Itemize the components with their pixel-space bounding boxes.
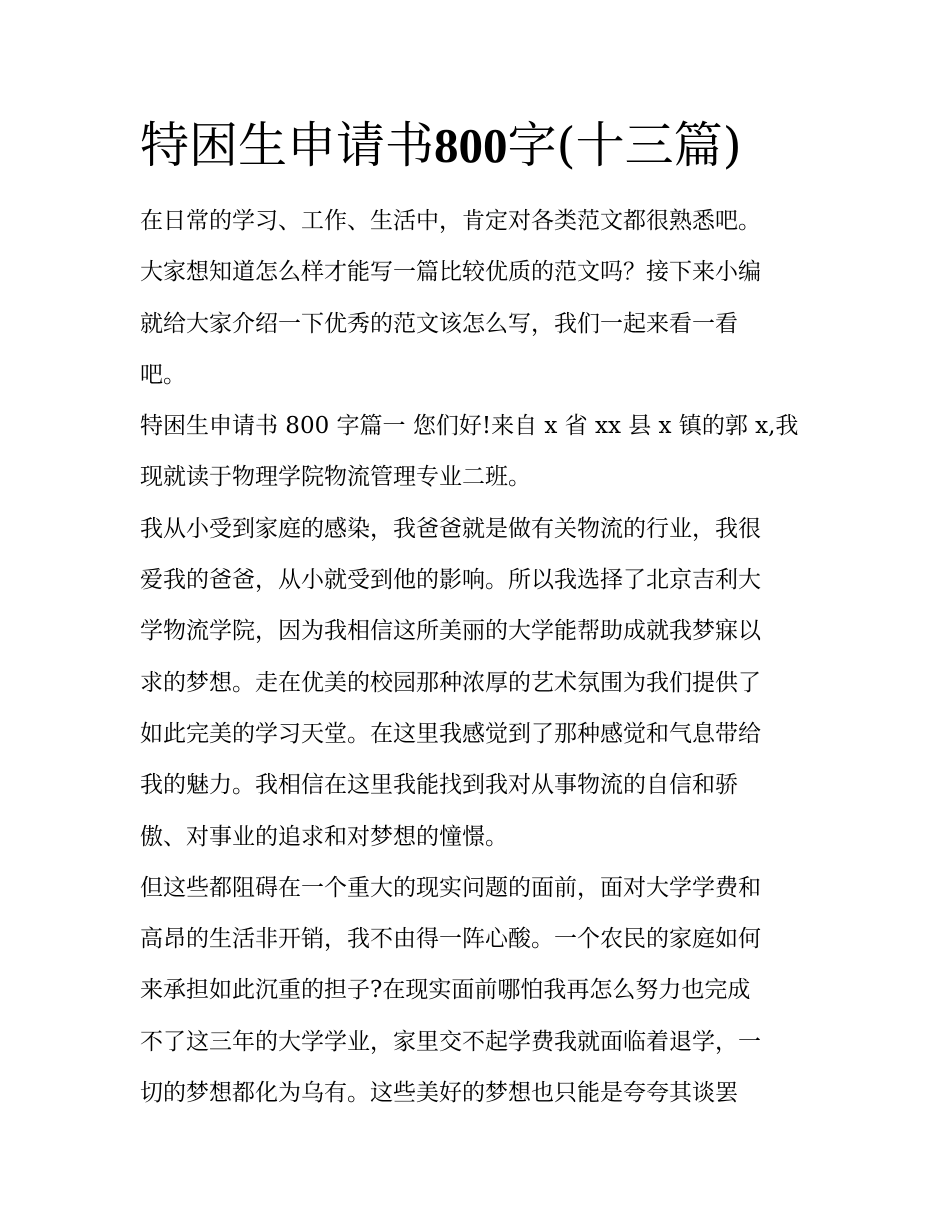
text-line: 傲、对事业的追求和对梦想的憧憬。 [140, 823, 508, 850]
text-line: 大家想知道怎么样才能写一篇比较优质的范文吗？接下来小编 [140, 259, 761, 286]
text-line: 求的梦想。走在优美的校园那种浓厚的艺术氛围为我们提供了 [140, 669, 761, 696]
text-line: 来承担如此沉重的担子?在现实面前哪怕我再怎么努力也完成 [140, 977, 751, 1004]
text-line: 切的梦想都化为乌有。这些美好的梦想也只能是夸夸其谈罢 [140, 1080, 738, 1107]
title-prefix: 特困生申请书 [140, 117, 435, 174]
text-line: 现就读于物理学院物流管理专业二班。 [140, 464, 531, 491]
text-line: 就给大家介绍一下优秀的范文该怎么写，我们一起来看一看 [140, 310, 738, 337]
text-line: 不了这三年的大学学业，家里交不起学费我就面临着退学，一 [140, 1028, 761, 1055]
text-line: 特困生申请书 800 字篇一 您们好!来自 x 省 xx 县 x 镇的郭 x,我 [140, 413, 799, 440]
text-line: 学物流学院，因为我相信这所美丽的大学能帮助成就我梦寐以 [140, 618, 761, 645]
text-line: 爱我的爸爸，从小就受到他的影响。所以我选择了北京吉利大 [140, 567, 761, 594]
title-suffix: 字(十三篇) [507, 117, 742, 174]
page-title [140, 112, 742, 180]
text-line: 我从小受到家庭的感染，我爸爸就是做有关物流的行业，我很 [140, 515, 761, 542]
text-line: 但这些都阻碍在一个重大的现实问题的面前，面对大学学费和 [140, 874, 761, 901]
document-body [140, 196, 812, 1119]
text-line: 在日常的学习、工作、生活中，肯定对各类范文都很熟悉吧。 [140, 208, 761, 234]
text-line: 我的魅力。我相信在这里我能找到我对从事物流的自信和骄 [140, 772, 738, 799]
text-line: 如此完美的学习天堂。在这里我感觉到了那种感觉和气息带给 [140, 720, 761, 747]
title-number: 800 [434, 118, 508, 173]
text-line: 吧。 [140, 361, 186, 388]
text-line: 高昂的生活非开销，我不由得一阵心酸。一个农民的家庭如何 [140, 926, 761, 953]
